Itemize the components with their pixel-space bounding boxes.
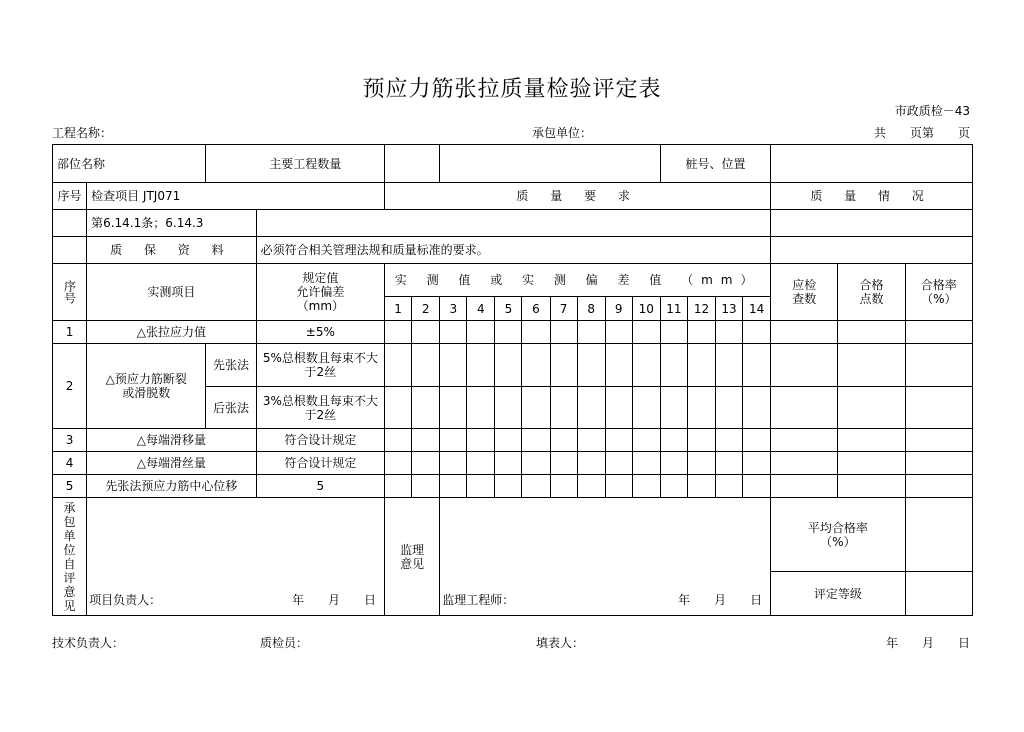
measure-col: 10 (632, 297, 660, 321)
item-spec: ±5% (256, 321, 384, 344)
item-spec: 3%总根数且每束不大于2丝 (256, 387, 384, 429)
contractor-label: 承包单位： (532, 126, 593, 140)
station-label: 桩号、位置 (660, 145, 770, 183)
table-row (53, 344, 973, 387)
measure-col: 7 (550, 297, 577, 321)
contractor-date: 年 月 日 (292, 593, 377, 607)
empty-cell (53, 237, 87, 264)
measure-col: 13 (716, 297, 743, 321)
table-row (53, 429, 973, 452)
item-name: △每端滑丝量 (87, 452, 257, 475)
project-name-label: 工程名称： (52, 126, 113, 140)
item-name: 先张法预应力筋中心位移 (87, 475, 257, 498)
contractor-opinion-cell (87, 498, 385, 616)
clause-ref: 第6.14.1条；6.14.3 (87, 210, 257, 237)
contractor-opinion-label: 承包单位自评意见 (53, 498, 87, 616)
pass-points-header: 合格点数 (838, 264, 905, 321)
page-count-label: 共 页第 页 (873, 126, 970, 140)
quality-status-label: 质 量 情 况 (771, 183, 973, 210)
item-name: △预应力筋断裂或滑脱数 (87, 344, 206, 429)
tech-lead-label: 技术负责人： (52, 636, 125, 650)
should-check-header: 应检查数 (771, 264, 838, 321)
main-qty-label: 主要工程数量 (206, 145, 385, 183)
measure-col: 1 (385, 297, 412, 321)
supervisor-date: 年 月 日 (678, 593, 763, 607)
measured-values-header: 实 测 值 或 实 测 偏 差 值 （mm） (385, 264, 771, 297)
empty-cell (771, 237, 973, 264)
spec-header: 规定值 允许偏差 （mm） (256, 264, 384, 321)
check-item-label: 检查项目 JTJ071 (87, 183, 385, 210)
measure-col: 2 (412, 297, 440, 321)
table-row (53, 452, 973, 475)
main-qty-extra (440, 145, 661, 183)
main-qty-value (385, 145, 440, 183)
inspection-table (52, 144, 973, 616)
filler-label: 填表人： (536, 636, 585, 650)
measure-item-header: 实测项目 (87, 264, 257, 321)
supervisor-opinion-label: 监理意见 (385, 498, 440, 616)
item-seq: 1 (53, 321, 87, 344)
avg-pass-rate-label: 平均合格率（%） (771, 498, 905, 572)
empty-cell (53, 210, 87, 237)
table-row (53, 321, 973, 344)
empty-cell (771, 210, 973, 237)
item-seq: 3 (53, 429, 87, 452)
supervisor-opinion-cell (440, 498, 771, 616)
qa-docs-label: 质 保 资 料 (87, 237, 257, 264)
quality-req-label: 质 量 要 求 (385, 183, 771, 210)
grade-label: 评定等级 (771, 572, 905, 616)
measure-col: 9 (605, 297, 632, 321)
form-code: 市政质检－43 (894, 104, 970, 118)
item-sub-method: 先张法 (206, 344, 256, 387)
measure-col: 4 (467, 297, 495, 321)
measure-col: 3 (440, 297, 467, 321)
bottom-date: 年 月 日 (885, 636, 970, 650)
item-seq: 5 (53, 475, 87, 498)
item-spec: 符合设计规定 (256, 452, 384, 475)
item-seq: 2 (53, 344, 87, 429)
part-name-label: 部位名称 (53, 145, 206, 183)
supervisor-engineer-label: 监理工程师： (442, 593, 515, 607)
measure-col: 6 (522, 297, 550, 321)
item-spec: 5%总根数且每束不大于2丝 (256, 344, 384, 387)
seq-label: 序号 (53, 183, 87, 210)
qa-docs-requirement: 必须符合相关管理法规和质量标准的要求。 (256, 237, 771, 264)
measure-col: 8 (577, 297, 605, 321)
item-seq: 4 (53, 452, 87, 475)
measure-seq-header: 序号 (53, 264, 87, 321)
item-name: △张拉应力值 (87, 321, 257, 344)
measure-col: 11 (660, 297, 687, 321)
page-title: 预应力筋张拉质量检验评定表 (362, 77, 662, 102)
grade-value (905, 572, 972, 616)
station-value (771, 145, 973, 183)
item-spec: 5 (256, 475, 384, 498)
empty-cell (256, 210, 771, 237)
measure-col: 14 (743, 297, 771, 321)
item-name: △每端滑移量 (87, 429, 257, 452)
table-row (53, 475, 973, 498)
inspector-label: 质检员： (260, 636, 309, 650)
measure-col: 5 (495, 297, 522, 321)
avg-pass-rate-value (905, 498, 972, 572)
project-manager-label: 项目负责人： (89, 593, 162, 607)
pass-rate-header: 合格率（%） (905, 264, 972, 321)
measure-col: 12 (687, 297, 715, 321)
item-spec: 符合设计规定 (256, 429, 384, 452)
item-sub-method: 后张法 (206, 387, 256, 429)
